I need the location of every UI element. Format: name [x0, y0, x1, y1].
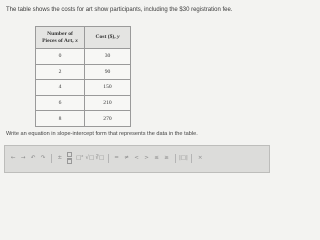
cell-pieces: 0 [36, 49, 85, 65]
plus-minus-button[interactable]: ± [57, 155, 63, 161]
redo-button[interactable]: ↷ [40, 155, 46, 161]
cursor-left-button[interactable]: ← [10, 155, 16, 161]
absolute-value-button[interactable]: |□| [178, 155, 188, 161]
exponent-button[interactable]: □² [76, 155, 84, 161]
table-row [36, 64, 131, 80]
cell-pieces: 4 [36, 80, 85, 96]
toolbar-divider [51, 154, 52, 163]
question-intro: The table shows the costs for art show participants, including the $30 registration fee. [6, 7, 233, 13]
table-body [36, 49, 131, 127]
greater-or-equal-button[interactable]: ≥ [164, 155, 169, 161]
less-than-button[interactable]: < [134, 155, 139, 161]
multiply-button[interactable]: × [197, 155, 203, 161]
table-row [36, 95, 131, 111]
fraction-button[interactable] [65, 153, 75, 163]
table-row [36, 80, 131, 96]
data-table [35, 26, 131, 127]
header-cost: Cost ($), y [85, 27, 131, 49]
cell-cost: 270 [85, 111, 131, 127]
table-row [36, 111, 131, 127]
table-row [36, 49, 131, 65]
toolbar-divider [175, 154, 176, 163]
question-prompt: Write an equation in slope-intercept form that represents the data in the table. [6, 131, 198, 137]
cursor-right-button[interactable]: → [20, 155, 26, 161]
cell-pieces: 8 [36, 111, 85, 127]
header-pieces-of-art: Number of Pieces of Art, x [36, 27, 85, 49]
cell-pieces: 6 [36, 95, 85, 111]
cell-cost: 210 [85, 95, 131, 111]
fraction-icon [66, 152, 74, 164]
less-or-equal-button[interactable]: ≤ [154, 155, 159, 161]
toolbar-divider [108, 154, 109, 163]
cell-pieces: 2 [36, 64, 85, 80]
answer-input-area[interactable] [4, 145, 270, 173]
equals-button[interactable]: = [114, 155, 119, 161]
toolbar-divider [191, 154, 192, 163]
undo-button[interactable]: ↶ [30, 155, 36, 161]
cell-cost: 90 [85, 64, 131, 80]
cube-root-button[interactable]: ∛□ [95, 155, 105, 161]
greater-than-button[interactable]: > [144, 155, 149, 161]
math-toolbar [8, 152, 266, 164]
cell-cost: 30 [85, 49, 131, 65]
square-root-button[interactable]: √□ [85, 155, 95, 161]
not-equal-button[interactable]: ≠ [124, 155, 129, 161]
table-header-row [36, 27, 131, 49]
cell-cost: 150 [85, 80, 131, 96]
